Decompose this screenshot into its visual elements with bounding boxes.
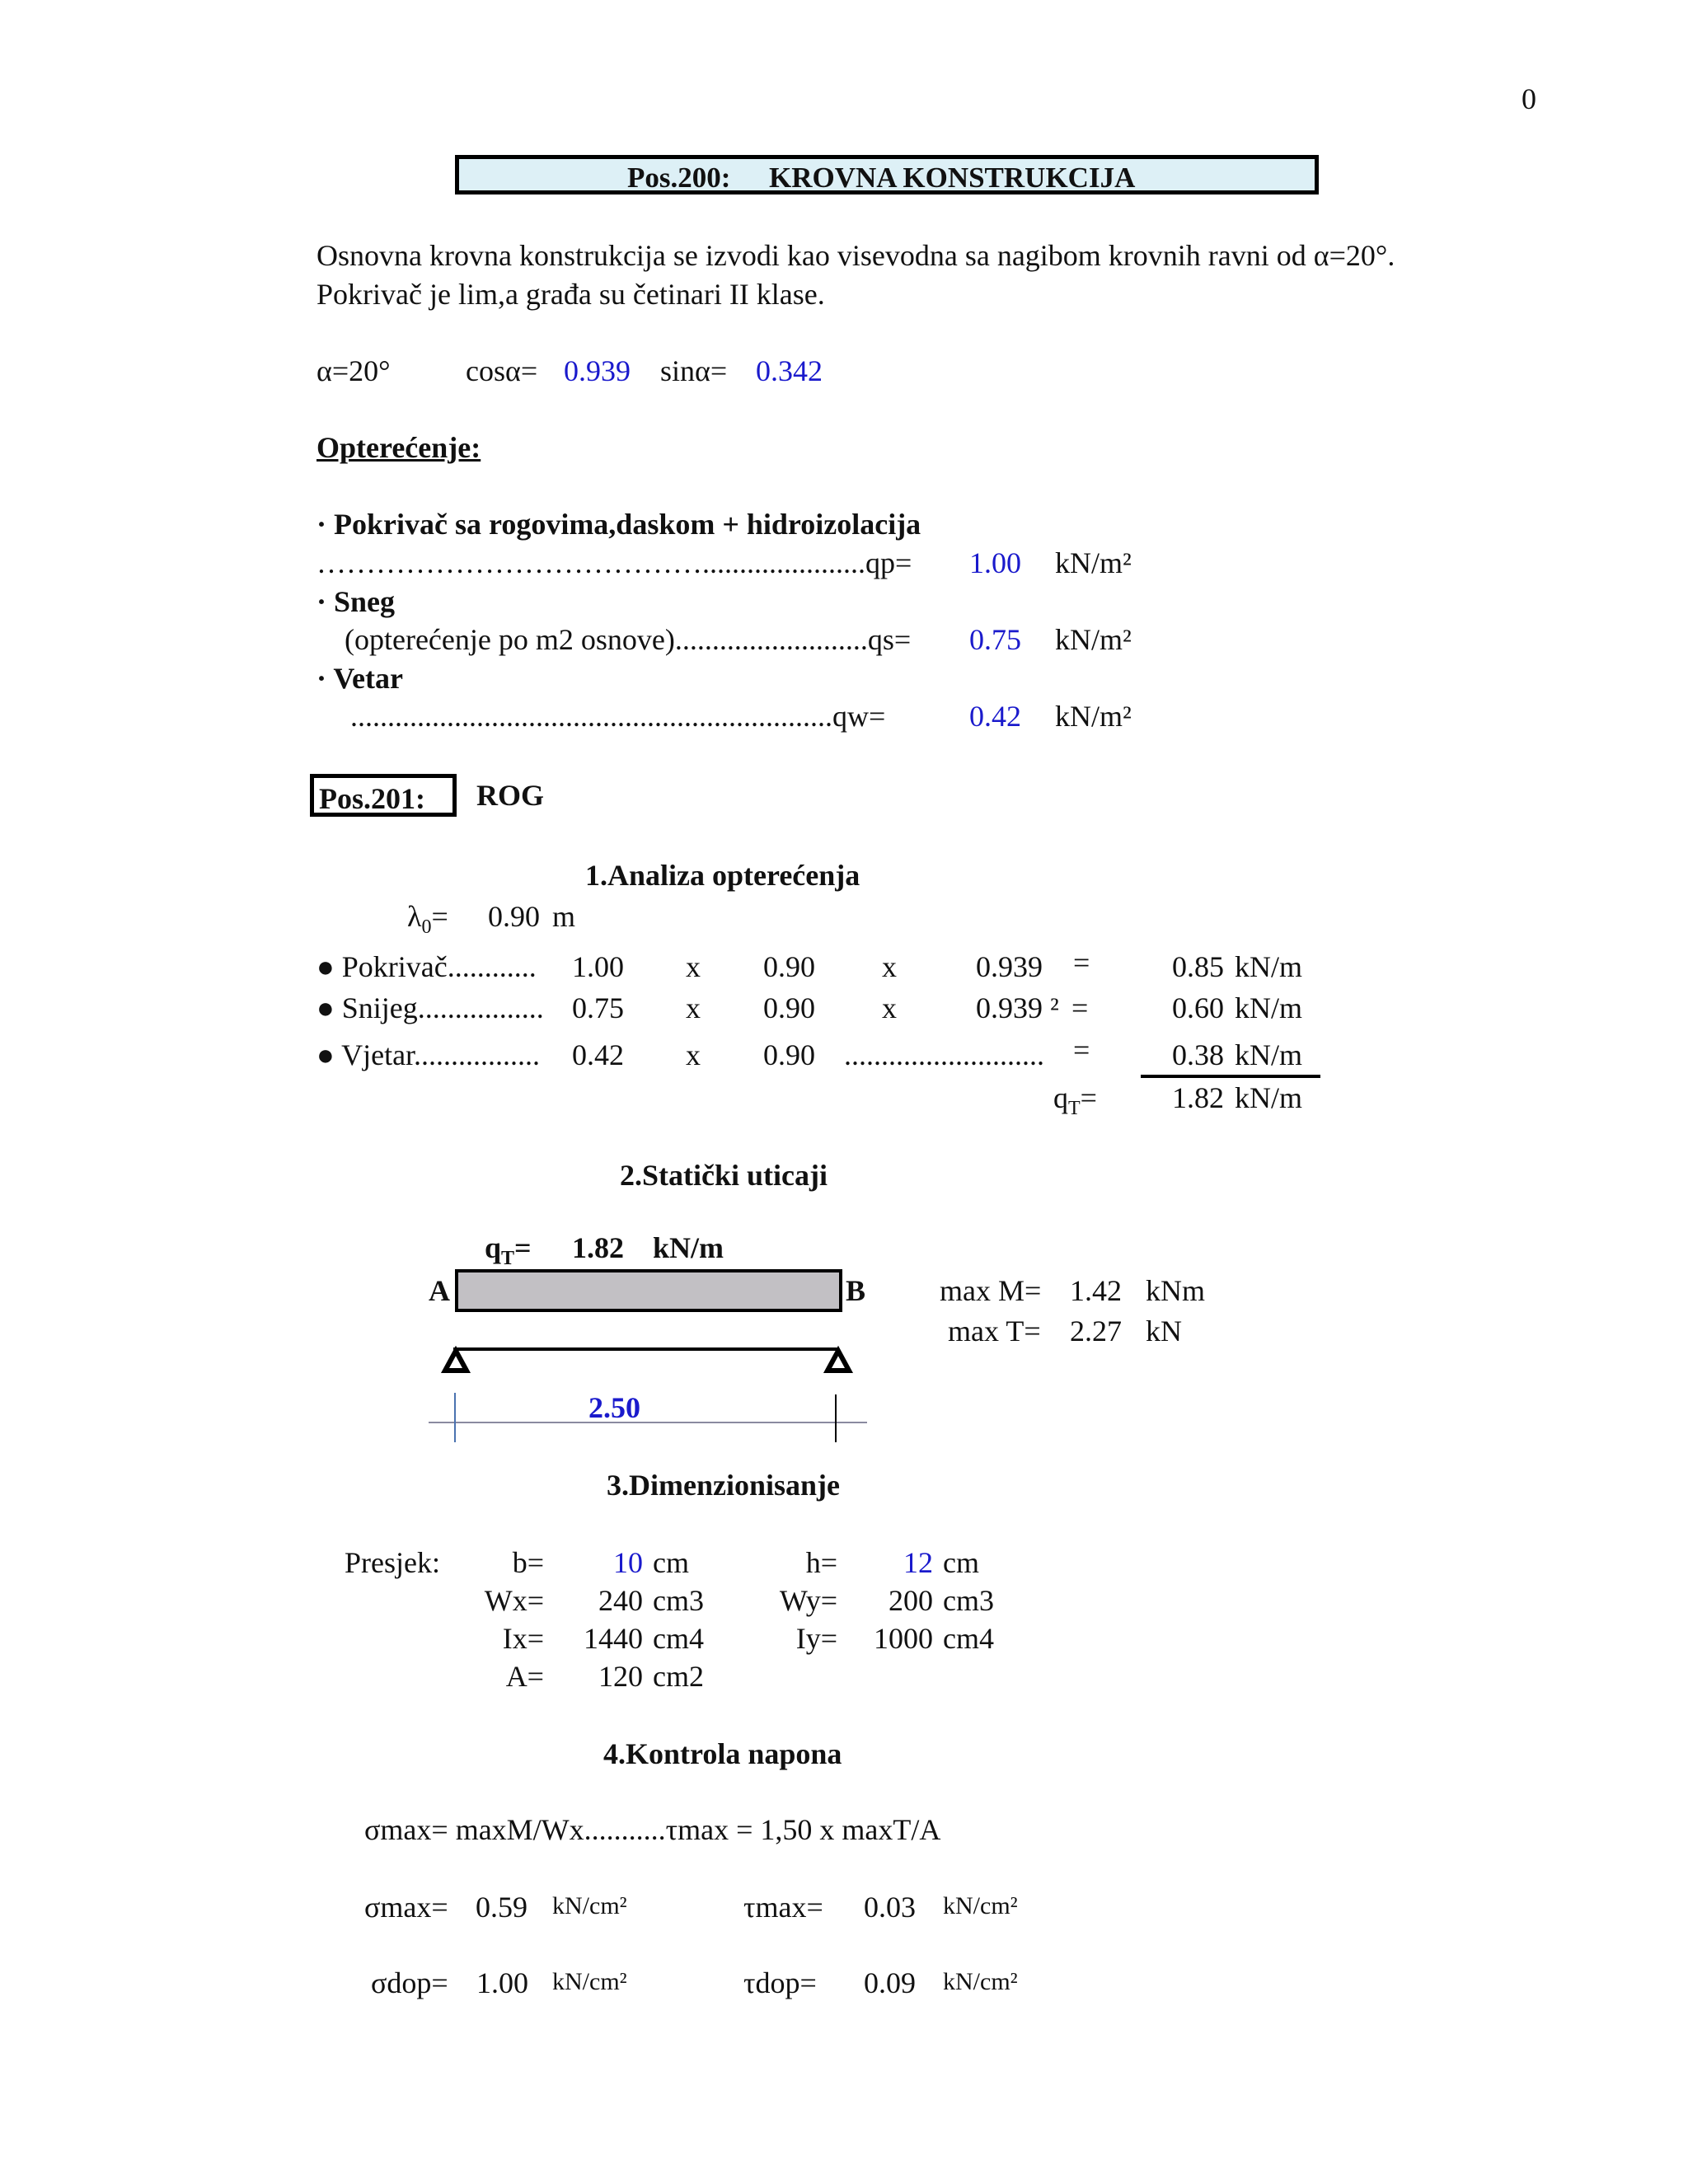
wy-label: Wy= [779, 1584, 837, 1617]
snow-load-label: · Sneg [316, 585, 396, 618]
analysis-row-v1: 0.75 [572, 991, 624, 1024]
b-label: b= [512, 1546, 544, 1579]
analysis-row-op2: x [882, 950, 897, 983]
tau-max-label: τmax= [743, 1891, 823, 1924]
title-name: KROVNA KONSTRUKCIJA [769, 162, 1136, 194]
snow-load-unit: kN/m² [1055, 623, 1132, 656]
total-label: $q_T=$ [1053, 1081, 1097, 1120]
total-value: 1.82 [1172, 1081, 1224, 1114]
roof-load-value: 1.00 [969, 546, 1021, 579]
sum-line [1141, 1075, 1320, 1078]
pos201-box [310, 774, 457, 817]
support-b-label: B [846, 1274, 866, 1307]
max-shear-value: 2.27 [1070, 1315, 1122, 1347]
lambda-label: $\lambda_0=$ [407, 900, 448, 939]
beam-load-diagram [455, 1269, 842, 1312]
support-a-icon [445, 1351, 467, 1371]
analysis-row-op1: x [686, 1038, 701, 1071]
analysis-row-op2: x [882, 991, 897, 1024]
snow-load-value: 0.75 [969, 623, 1021, 656]
page-number: 0 [1522, 82, 1536, 115]
wy-value: 200 [889, 1584, 933, 1617]
beam-load-unit: kN/m [653, 1231, 724, 1264]
sigma-allow-value: 1.00 [476, 1966, 528, 1999]
support-b-icon [828, 1351, 849, 1371]
analysis-row-op1: x [686, 991, 701, 1024]
analysis-row-dots: ........................... [844, 1038, 1044, 1071]
analysis-row-result: 0.38 [1172, 1038, 1224, 1071]
wy-unit: cm3 [943, 1584, 994, 1617]
analysis-row-v3: 0.939 ² [976, 991, 1059, 1024]
span-length: 2.50 [588, 1391, 640, 1424]
tau-allow-label: τdop= [743, 1966, 817, 1999]
max-shear-unit: kN [1146, 1315, 1182, 1347]
ix-value: 1440 [584, 1622, 643, 1655]
beam-load-label: $q_T=$ [485, 1231, 532, 1270]
snow-load-dots: (opterećenje po m2 osnove)..........................qs= [345, 623, 912, 656]
analysis-row-eq: = [1073, 1033, 1090, 1066]
analysis-row-eq: = [1071, 991, 1089, 1024]
wind-load-label: · Vetar [316, 662, 403, 695]
tau-allow-unit: kN/cm² [943, 1968, 1018, 1995]
statics-heading: 2.Statički uticaji [620, 1159, 828, 1192]
analysis-row-result: 0.60 [1172, 991, 1224, 1024]
sigma-max-label: σmax= [364, 1891, 448, 1924]
analysis-row-label: ● Pokrivač............ [316, 950, 537, 983]
total-unit: kN/m [1235, 1081, 1303, 1114]
max-moment-value: 1.42 [1070, 1274, 1122, 1307]
pos201-label: Pos.201: [319, 782, 425, 815]
wx-unit: cm3 [653, 1584, 704, 1617]
max-moment-label: max M= [940, 1274, 1042, 1307]
analysis-row-op1: x [686, 950, 701, 983]
title-pos: Pos.200: [627, 162, 731, 194]
support-a-label: A [429, 1274, 450, 1307]
cos-label: cosα= [466, 354, 538, 387]
sigma-max-unit: kN/cm² [552, 1892, 627, 1919]
area-unit: cm2 [653, 1660, 704, 1693]
b-unit: cm [653, 1546, 689, 1579]
ix-label: Ix= [502, 1622, 544, 1655]
area-label: A= [505, 1660, 544, 1693]
iy-value: 1000 [874, 1622, 933, 1655]
intro-line-2: Pokrivač je lim,a građa su četinari II klase. [316, 278, 825, 311]
analysis-heading: 1.Analiza opterećenja [585, 859, 860, 892]
analysis-row-v2: 0.90 [763, 1038, 815, 1071]
lambda-unit: m [552, 900, 576, 933]
analysis-row-unit: kN/m [1235, 950, 1303, 983]
analysis-row-v3: 0.939 [976, 950, 1043, 983]
analysis-row-v2: 0.90 [763, 950, 815, 983]
stress-formula: σmax= maxM/Wx...........τmax = 1,50 x maxT/A [364, 1813, 941, 1846]
section-title-box [455, 155, 1319, 194]
sigma-max-value: 0.59 [476, 1891, 528, 1924]
analysis-row-v1: 1.00 [572, 950, 624, 983]
cos-value: 0.939 [564, 354, 631, 387]
tau-allow-value: 0.09 [864, 1966, 916, 1999]
roof-load-label: · Pokrivač sa rogovima,daskom + hidroizolacija [316, 508, 921, 541]
wx-label: Wx= [484, 1584, 544, 1617]
dimensioning-heading: 3.Dimenzionisanje [607, 1469, 840, 1502]
wind-load-dots: .................................................................qw= [350, 700, 886, 733]
tau-max-value: 0.03 [864, 1891, 916, 1924]
wind-load-value: 0.42 [969, 700, 1021, 733]
sin-label: sinα= [660, 354, 728, 387]
area-value: 120 [598, 1660, 643, 1693]
h-value: 12 [903, 1546, 933, 1579]
wx-value: 240 [598, 1584, 643, 1617]
alpha-value: α=20° [316, 354, 391, 387]
wind-load-unit: kN/m² [1055, 700, 1132, 733]
stress-heading: 4.Kontrola napona [603, 1737, 842, 1770]
ix-unit: cm4 [653, 1622, 704, 1655]
section-label: Presjek: [345, 1546, 440, 1579]
analysis-row-v1: 0.42 [572, 1038, 624, 1071]
sigma-allow-label: σdop= [371, 1966, 448, 1999]
sigma-allow-unit: kN/cm² [552, 1968, 627, 1995]
pos201-name: ROG [476, 779, 545, 812]
iy-unit: cm4 [943, 1622, 994, 1655]
beam-scheme [412, 1335, 874, 1451]
h-label: h= [805, 1546, 837, 1579]
max-moment-unit: kNm [1146, 1274, 1205, 1307]
analysis-row-eq: = [1073, 946, 1090, 979]
sin-value: 0.342 [756, 354, 823, 387]
tau-max-unit: kN/cm² [943, 1892, 1018, 1919]
intro-line-1: Osnovna krovna konstrukcija se izvodi kao visevodna sa nagibom krovnih ravni od α=20°. [316, 239, 1395, 272]
b-value: 10 [613, 1546, 643, 1579]
analysis-row-result: 0.85 [1172, 950, 1224, 983]
iy-label: Iy= [795, 1622, 837, 1655]
max-shear-label: max T= [948, 1315, 1041, 1347]
beam-load-value: 1.82 [572, 1231, 624, 1264]
analysis-row-label: ● Snijeg................. [316, 991, 544, 1024]
analysis-row-v2: 0.90 [763, 991, 815, 1024]
loads-heading: Opterećenje: [316, 431, 481, 464]
lambda-value: 0.90 [488, 900, 540, 933]
roof-load-unit: kN/m² [1055, 546, 1132, 579]
roof-load-dots: …………………………………......................qp= [316, 546, 912, 579]
h-unit: cm [943, 1546, 979, 1579]
analysis-row-unit: kN/m [1235, 1038, 1303, 1071]
analysis-row-unit: kN/m [1235, 991, 1303, 1024]
analysis-row-label: ● Vjetar................. [316, 1038, 541, 1071]
